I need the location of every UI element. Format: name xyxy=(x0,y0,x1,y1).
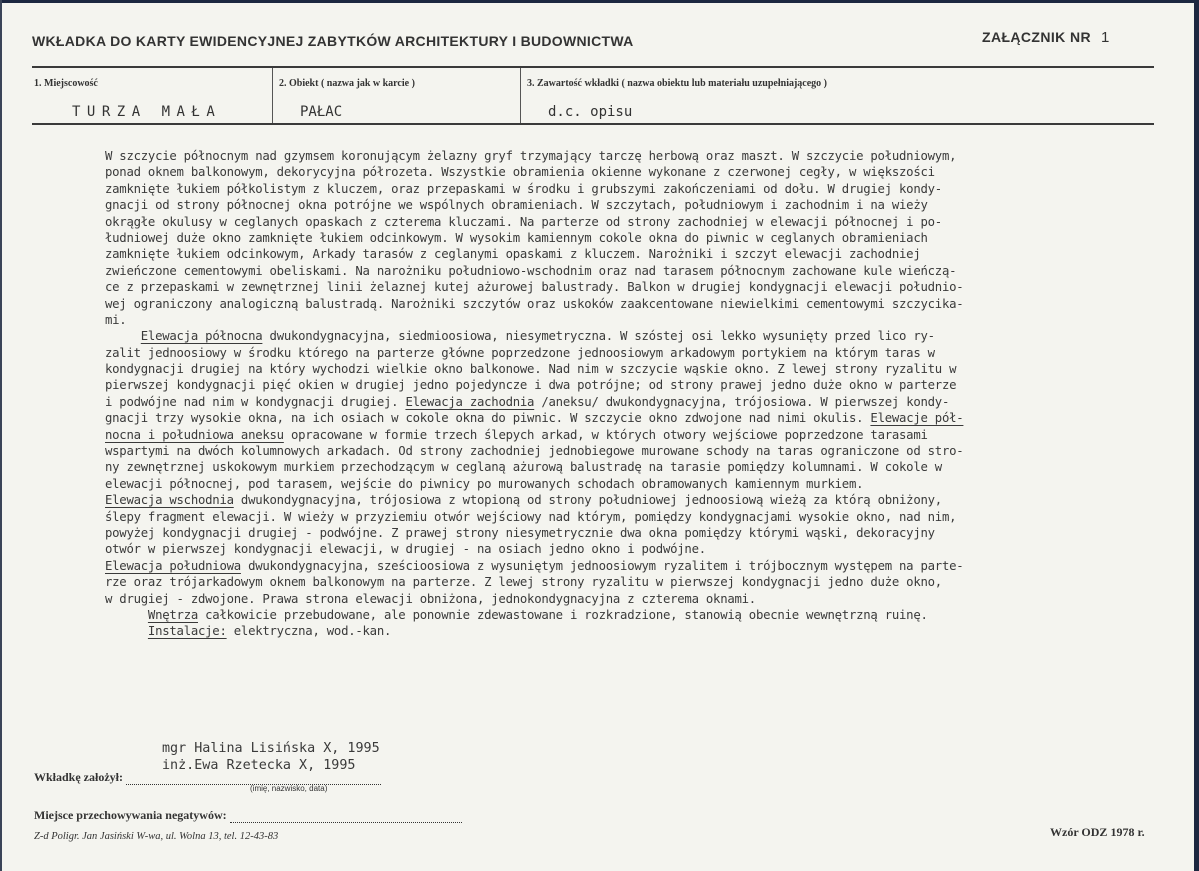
body-line xyxy=(105,427,1120,443)
body-text-run: zwieńczone cementowymi obeliskami. Na narożniku południowo-wschodnim oraz nad tarasem północnym zachowane kule wieńczą- xyxy=(105,263,957,278)
body-text-run: dwukondygnacyjna, trójosiowa z wtopioną od strony południowej jednoosiową wieżą za którą obniżony, xyxy=(233,493,942,508)
body-text-run: dwukondygnacyjna, siedmioosiowa, niesymetryczna. W szóstej osi lekko wysunięty przed lico ry- xyxy=(262,329,935,344)
scan-edge-top xyxy=(0,0,1199,3)
body-line xyxy=(105,197,1120,213)
body-line xyxy=(105,230,1120,246)
location-label: 1. Miejscowość xyxy=(34,78,98,89)
body-text-run: ny zewnętrznej uskokowym murkiem przechodzącym w ceglaną ażurową balustradę na tarasie pomiędzy kolumnami. W cokole w xyxy=(105,460,942,475)
field-separator-2 xyxy=(520,68,521,123)
signers-block xyxy=(162,740,380,774)
object-label: 2. Obiekt ( nazwa jak w karcie ) xyxy=(279,78,415,89)
body-text-run: dwukondygnacyjna, sześcioosiowa z wysuniętym jednoosiowym ryzalitem i trójbocznym występem na parte- xyxy=(240,558,964,573)
body-text-run xyxy=(105,608,148,622)
body-line xyxy=(105,181,1120,197)
body-text-run: elektryczna, wod.-kan. xyxy=(226,624,392,639)
annex-label xyxy=(982,29,1110,46)
body-line xyxy=(105,574,1120,590)
body-text-run: pierwszej kondygnacji pięć okien w drugiej jedno pojedyncze i dwa potrójne; od strony prawej jedno duże okno w parterze xyxy=(105,378,957,393)
body-text-run: rze oraz trójarkadowym oknem balkonowym na parterze. Z lewej strony ryzalitu w pierwszej kondygnacji jedno duże okno, xyxy=(105,575,942,590)
body-text-run: zalit jednoosiowy w środku którego na parterze główne poprzedzone jednoosiowym arkadowym portykiem na którym taras w xyxy=(105,345,935,360)
body-text-run: okrągłe okulusy w ceglanych opaskach z czterema kluczami. Na parterze od strony zachodniej w elewacji północnej i po- xyxy=(105,214,942,229)
body-text-run: i podwójne nad nim w kondygnacji drugiej. xyxy=(105,394,406,409)
body-line xyxy=(105,377,1120,393)
body-line xyxy=(105,558,1120,574)
body-line xyxy=(105,492,1120,508)
body-line xyxy=(105,214,1120,230)
body-line xyxy=(105,296,1120,312)
signer-1: mgr Halina Lisińska X, 1995 xyxy=(162,741,380,756)
body-text-run: łudniowej duże okno zamknięte łukiem odcinkowym. W wysokim kamiennym cokole okna do piwnic w ceglanych obramieniach xyxy=(105,230,928,245)
underlined-heading: nocna i południowa aneksu xyxy=(105,427,284,442)
underlined-heading: Elewacja północna xyxy=(140,329,263,344)
body-text-run: gnacji od strony północnej okna potrójne we wspólnych obramieniach. W szczytach, południowym i zachodnim i na wieży xyxy=(105,198,928,213)
content-label: 3. Zawartość wkładki ( nazwa obiektu lub materiału uzupełniającego ) xyxy=(527,78,828,89)
body-line xyxy=(105,443,1120,459)
underlined-heading: Elewacja wschodnia xyxy=(105,493,234,508)
signer-2: inż.Ewa Rzetecka X, 1995 xyxy=(162,758,356,773)
body-line xyxy=(105,410,1120,426)
body-text-run: elewacji północnej, pod tarasem, wejście do piwnicy po murowanych schodach obramowanych kamiennym murkiem. xyxy=(105,476,864,491)
body-line xyxy=(105,328,1120,344)
form-title: WKŁADKA DO KARTY EWIDENCYJNEJ ZABYTKÓW ARCHITEKTURY I BUDOWNICTWA xyxy=(32,33,634,49)
underlined-heading: Elewacja zachodnia xyxy=(405,394,535,409)
header-rule-bottom xyxy=(32,123,1154,125)
location-value: TURZA MAŁA xyxy=(72,104,222,120)
founded-by-field xyxy=(34,770,381,785)
body-line xyxy=(105,345,1120,361)
body-line xyxy=(105,246,1120,262)
negatives-label: Miejsce przechowywania negatywów: xyxy=(34,808,227,822)
founded-by-label: Wkładkę założył: xyxy=(34,770,123,784)
body-line xyxy=(105,263,1120,279)
underlined-heading: Instalacje: xyxy=(147,624,227,639)
body-text-run xyxy=(105,624,148,638)
body-text-run: wspartymi na dwóch kolumnowych arkadach. Od strony zachodniej jednobiegowe murowane schody na taras ograniczone od stro- xyxy=(105,444,964,459)
body-text-run: kondygnacji drugiej na który wychodzi wielkie okno balkonowe. Nad nim w szczycie wąskie okno. Z lewej strony ryzalitu w xyxy=(105,362,957,377)
body-line xyxy=(105,312,1120,328)
body-line xyxy=(105,607,1120,623)
body-line xyxy=(105,361,1120,377)
body-text-run: ślepy fragment elewacji. W wieży w przyziemiu otwór wejściowy nad którym, pomiędzy kondygnacjami wysokie okno, nad nim, xyxy=(105,509,957,524)
body-line xyxy=(105,525,1120,541)
body-text-run: ce z przepaskami w zewnętrznej linii żelaznej kutej ażurowej balustrady. Balkon w drugiej kondygnacji elewacji południo- xyxy=(105,280,964,295)
body-text-run xyxy=(105,329,141,343)
body-text-run: /aneksu/ dwukondygnacyjna, trójosiowa. W pierwszej kondy- xyxy=(534,394,950,409)
body-text-run: wej ograniczony analogiczną balustradą. Narożniki szczytów oraz uskoków zaakcentowane niewielkimi cementowymi szczycika- xyxy=(105,296,964,311)
body-line xyxy=(105,623,1120,639)
body-line xyxy=(105,459,1120,475)
content-value: d.c. opisu xyxy=(548,104,633,120)
annex-label-text: ZAŁĄCZNIK NR xyxy=(982,29,1092,45)
body-text-run: całkowicie przebudowane, ale ponownie zdewastowane i rozkradzione, stanowią obecnie wewnętrzną ruinę. xyxy=(198,607,928,622)
negatives-field xyxy=(34,808,462,823)
underlined-heading: Elewacja południowa xyxy=(105,558,241,573)
body-line xyxy=(105,148,1120,164)
scan-edge-right xyxy=(1194,0,1199,871)
form-pattern: Wzór ODZ 1978 r. xyxy=(1050,825,1145,839)
body-line xyxy=(105,476,1120,492)
body-text-run: opracowane w formie trzech ślepych arkad, w których otwory wejściowe poprzedzone tarasami xyxy=(283,427,928,442)
body-text-run: mi. xyxy=(105,312,127,327)
body-line xyxy=(105,591,1120,607)
body-text-run: zamknięte łukiem półkolistym z kluczem, oraz przepaskami w środku i grubszymi zakończeniami od dołu. W drugiej kondy- xyxy=(105,181,942,196)
body-text-run: ponad oknem balkonowym, dekorycyjna półrozeta. Wszystkie obramienia okienne wykonane z czerwonej cegły, w większości xyxy=(105,165,935,180)
description-body xyxy=(105,148,1120,640)
body-line xyxy=(105,394,1120,410)
body-line xyxy=(105,509,1120,525)
body-line xyxy=(105,279,1120,295)
founded-by-hint: (imię, nazwisko, data) xyxy=(250,784,328,793)
body-line xyxy=(105,164,1120,180)
body-line xyxy=(105,541,1120,557)
object-value: PAŁAC xyxy=(300,104,343,120)
header-rule-top xyxy=(32,66,1154,68)
field-separator-1 xyxy=(272,68,273,123)
body-text-run: zamknięte łukiem odcinkowym, Arkady tarasów z ceglanymi opaskami z kluczem. Narożniki i szczyt elewacji zachodniej xyxy=(105,247,921,262)
printer-imprint: Z-d Poligr. Jan Jasiński W-wa, ul. Wolna 13, tel. 12-43-83 xyxy=(34,831,279,842)
scan-edge-left xyxy=(0,0,2,871)
underlined-heading: Wnętrza xyxy=(147,607,198,622)
annex-number: 1 xyxy=(1101,29,1110,46)
body-text-run: W szczycie północnym nad gzymsem koronującym żelazny gryf trzymający tarczę herbową oraz maszt. W szczycie południowym, xyxy=(105,149,957,163)
negatives-dotted-line xyxy=(230,811,462,823)
body-text-run: w drugiej - zdwojone. Prawa strona elewacji obniżona, jednokondygnacyjna z czterema oknami. xyxy=(105,591,756,606)
body-text-run: otwór w pierwszej kondygnacji elewacji, w drugiej - na osiach jedno okno i podwójne. xyxy=(105,542,706,557)
body-text-run: powyżej kondygnacji drugiej - podwójne. Z prawej strony niesymetrycznie dwa okna pomiędzy którymi wąski, dekoracyjny xyxy=(105,525,935,540)
underlined-heading: Elewacje pół- xyxy=(870,411,964,426)
body-text-run: gnacji trzy wysokie okna, na ich osiach w cokole okna do piwnic. W szczycie okno zdwojone nad nimi okulis. xyxy=(105,411,871,426)
